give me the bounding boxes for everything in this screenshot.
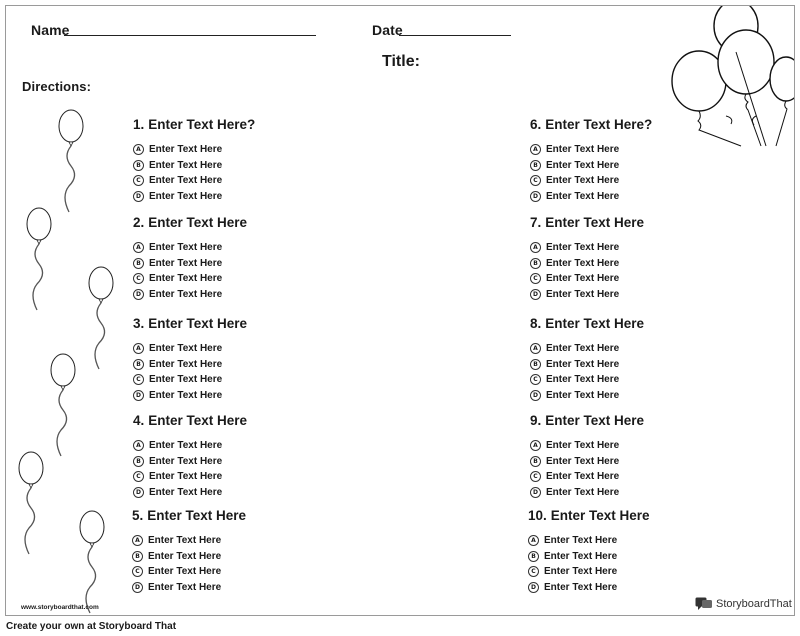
answer-option-b[interactable] xyxy=(530,357,790,373)
option-text: Enter Text Here xyxy=(546,242,620,254)
option-text: Enter Text Here xyxy=(149,440,223,452)
question-number: 7. xyxy=(530,215,542,230)
question-text[interactable]: Enter Text Here xyxy=(148,413,248,428)
option-letter-circle: D xyxy=(530,390,541,401)
answer-option-b[interactable] xyxy=(133,158,393,174)
question-title xyxy=(530,214,790,234)
answer-option-c[interactable] xyxy=(528,564,788,580)
answer-option-d[interactable] xyxy=(530,287,790,303)
balloon-icon xyxy=(16,450,48,558)
option-letter-circle: D xyxy=(133,390,144,401)
option-text: Enter Text Here xyxy=(149,358,223,370)
logo-text: StoryboardThat xyxy=(716,598,792,610)
option-text: Enter Text Here xyxy=(544,535,618,547)
option-text: Enter Text Here xyxy=(546,191,620,203)
option-text: Enter Text Here xyxy=(546,374,620,386)
option-text: Enter Text Here xyxy=(546,257,620,269)
answer-option-b[interactable] xyxy=(133,357,393,373)
question-text[interactable]: Enter Text Here xyxy=(147,508,247,523)
date-label: Date xyxy=(372,22,403,38)
storyboardthat-logo xyxy=(695,597,792,611)
answer-option-a[interactable] xyxy=(133,438,393,454)
option-text: Enter Text Here xyxy=(148,582,222,594)
option-text: Enter Text Here xyxy=(149,343,223,355)
directions-label: Directions: xyxy=(22,79,92,94)
answer-option-a[interactable] xyxy=(133,142,393,158)
answer-option-b[interactable] xyxy=(133,256,393,272)
answer-option-c[interactable] xyxy=(530,271,790,287)
answer-option-b[interactable] xyxy=(132,549,392,565)
date-line xyxy=(399,35,511,36)
answer-option-a[interactable] xyxy=(530,142,790,158)
question-2 xyxy=(133,214,393,302)
option-letter-circle: C xyxy=(530,374,541,385)
option-letter-circle: C xyxy=(133,175,144,186)
option-text: Enter Text Here xyxy=(546,390,620,402)
answer-option-a[interactable] xyxy=(530,240,790,256)
question-text[interactable]: Enter Text Here xyxy=(545,215,645,230)
option-text: Enter Text Here xyxy=(546,175,620,187)
question-4 xyxy=(133,412,393,500)
option-letter-circle: A xyxy=(133,144,144,155)
option-letter-circle: D xyxy=(132,582,143,593)
answer-option-b[interactable] xyxy=(530,256,790,272)
option-text: Enter Text Here xyxy=(544,550,618,562)
question-number: 6. xyxy=(530,117,542,132)
option-text: Enter Text Here xyxy=(546,358,620,370)
question-8 xyxy=(530,315,790,403)
option-letter-circle: C xyxy=(530,175,541,186)
option-text: Enter Text Here xyxy=(544,566,618,578)
question-title xyxy=(133,116,393,136)
option-letter-circle: B xyxy=(133,258,144,269)
question-title xyxy=(133,412,393,432)
option-letter-circle: A xyxy=(530,242,541,253)
name-line xyxy=(64,35,316,36)
answer-option-d[interactable] xyxy=(528,580,788,596)
option-text: Enter Text Here xyxy=(149,175,223,187)
option-letter-circle: B xyxy=(133,359,144,370)
option-text: Enter Text Here xyxy=(149,289,223,301)
option-text: Enter Text Here xyxy=(149,144,223,156)
option-letter-circle: C xyxy=(133,273,144,284)
option-letter-circle: B xyxy=(530,359,541,370)
answer-option-c[interactable] xyxy=(132,564,392,580)
answer-option-c[interactable] xyxy=(530,173,790,189)
option-letter-circle: A xyxy=(528,535,539,546)
option-letter-circle: A xyxy=(133,343,144,354)
option-letter-circle: B xyxy=(530,456,541,467)
option-letter-circle: B xyxy=(530,258,541,269)
option-letter-circle: B xyxy=(133,160,144,171)
option-text: Enter Text Here xyxy=(544,582,618,594)
question-3 xyxy=(133,315,393,403)
option-text: Enter Text Here xyxy=(148,550,222,562)
question-number: 8. xyxy=(530,316,542,331)
option-text: Enter Text Here xyxy=(149,191,223,203)
option-letter-circle: D xyxy=(133,191,144,202)
answer-option-b[interactable] xyxy=(528,549,788,565)
answer-option-d[interactable] xyxy=(530,485,790,501)
question-number: 3. xyxy=(133,316,145,331)
question-5 xyxy=(132,507,392,595)
answer-option-a[interactable] xyxy=(528,533,788,549)
balloon-icon xyxy=(24,206,56,314)
speech-bubble-icon xyxy=(695,597,713,611)
option-text: Enter Text Here xyxy=(149,487,223,499)
answer-option-d[interactable] xyxy=(133,189,393,205)
balloon-icon xyxy=(48,352,80,460)
option-text: Enter Text Here xyxy=(546,144,620,156)
question-number: 4. xyxy=(133,413,145,428)
answer-option-c[interactable] xyxy=(530,372,790,388)
question-title xyxy=(132,507,392,527)
question-6 xyxy=(530,116,790,204)
answer-option-c[interactable] xyxy=(133,271,393,287)
watermark-url: www.storyboardthat.com xyxy=(21,604,99,611)
option-letter-circle: C xyxy=(133,471,144,482)
question-text[interactable]: Enter Text Here xyxy=(148,316,248,331)
question-title xyxy=(530,315,790,335)
question-9 xyxy=(530,412,790,500)
option-text: Enter Text Here xyxy=(546,273,620,285)
option-text: Enter Text Here xyxy=(148,566,222,578)
option-letter-circle: D xyxy=(530,289,541,300)
option-letter-circle: B xyxy=(133,456,144,467)
question-7 xyxy=(530,214,790,302)
option-letter-circle: D xyxy=(528,582,539,593)
question-title xyxy=(528,507,788,527)
option-letter-circle: A xyxy=(133,242,144,253)
answer-option-c[interactable] xyxy=(530,469,790,485)
option-letter-circle: C xyxy=(133,374,144,385)
option-letter-circle: D xyxy=(530,487,541,498)
question-title xyxy=(530,412,790,432)
option-text: Enter Text Here xyxy=(149,390,223,402)
answer-option-b[interactable] xyxy=(133,454,393,470)
answer-option-c[interactable] xyxy=(133,372,393,388)
option-letter-circle: D xyxy=(133,487,144,498)
footer-link[interactable]: Create your own at Storyboard That xyxy=(6,621,177,632)
option-letter-circle: D xyxy=(133,289,144,300)
option-letter-circle: C xyxy=(530,273,541,284)
balloon-icon xyxy=(56,108,88,216)
question-number: 2. xyxy=(133,215,145,230)
answer-option-d[interactable] xyxy=(133,485,393,501)
question-number: 5. xyxy=(132,508,144,523)
question-number: 10. xyxy=(528,508,547,523)
option-letter-circle: A xyxy=(133,440,144,451)
answer-option-a[interactable] xyxy=(530,341,790,357)
option-letter-circle: D xyxy=(530,191,541,202)
option-text: Enter Text Here xyxy=(546,159,620,171)
option-letter-circle: C xyxy=(528,566,539,577)
answer-option-a[interactable] xyxy=(530,438,790,454)
option-letter-circle: B xyxy=(132,551,143,562)
question-1 xyxy=(133,116,393,204)
answer-option-a[interactable] xyxy=(132,533,392,549)
option-letter-circle: B xyxy=(530,160,541,171)
option-text: Enter Text Here xyxy=(546,289,620,301)
option-letter-circle: C xyxy=(132,566,143,577)
answer-option-d[interactable] xyxy=(530,388,790,404)
option-text: Enter Text Here xyxy=(149,257,223,269)
option-text: Enter Text Here xyxy=(149,455,223,467)
question-title xyxy=(530,116,790,136)
option-letter-circle: C xyxy=(530,471,541,482)
answer-option-d[interactable] xyxy=(530,189,790,205)
answer-option-a[interactable] xyxy=(133,341,393,357)
answer-option-b[interactable] xyxy=(530,454,790,470)
answer-option-d[interactable] xyxy=(133,287,393,303)
worksheet xyxy=(5,5,795,616)
question-title xyxy=(133,315,393,335)
option-text: Enter Text Here xyxy=(148,535,222,547)
question-text[interactable]: Enter Text Here xyxy=(545,316,645,331)
option-text: Enter Text Here xyxy=(149,374,223,386)
question-text[interactable]: Enter Text Here xyxy=(148,215,248,230)
question-number: 9. xyxy=(530,413,542,428)
option-text: Enter Text Here xyxy=(149,242,223,254)
question-number: 1. xyxy=(133,117,145,132)
answer-option-d[interactable] xyxy=(133,388,393,404)
name-label: Name xyxy=(31,22,70,38)
option-text: Enter Text Here xyxy=(546,455,620,467)
answer-option-b[interactable] xyxy=(530,158,790,174)
question-text[interactable]: Enter Text Here? xyxy=(148,117,256,132)
title-label: Title: xyxy=(382,53,420,70)
option-text: Enter Text Here xyxy=(149,471,223,483)
option-text: Enter Text Here xyxy=(546,440,620,452)
question-title xyxy=(133,214,393,234)
option-text: Enter Text Here xyxy=(546,343,620,355)
option-letter-circle: A xyxy=(530,343,541,354)
balloon-icon xyxy=(77,509,109,615)
option-text: Enter Text Here xyxy=(546,471,620,483)
answer-option-c[interactable] xyxy=(133,469,393,485)
option-text: Enter Text Here xyxy=(149,273,223,285)
option-letter-circle: A xyxy=(132,535,143,546)
option-letter-circle: B xyxy=(528,551,539,562)
option-letter-circle: A xyxy=(530,440,541,451)
option-letter-circle: A xyxy=(530,144,541,155)
answer-option-d[interactable] xyxy=(132,580,392,596)
balloon-icon xyxy=(86,265,118,373)
question-text[interactable]: Enter Text Here? xyxy=(545,117,653,132)
question-10 xyxy=(528,507,788,595)
question-text[interactable]: Enter Text Here xyxy=(545,413,645,428)
answer-option-c[interactable] xyxy=(133,173,393,189)
option-text: Enter Text Here xyxy=(546,487,620,499)
option-text: Enter Text Here xyxy=(149,159,223,171)
answer-option-a[interactable] xyxy=(133,240,393,256)
question-text[interactable]: Enter Text Here xyxy=(550,508,650,523)
